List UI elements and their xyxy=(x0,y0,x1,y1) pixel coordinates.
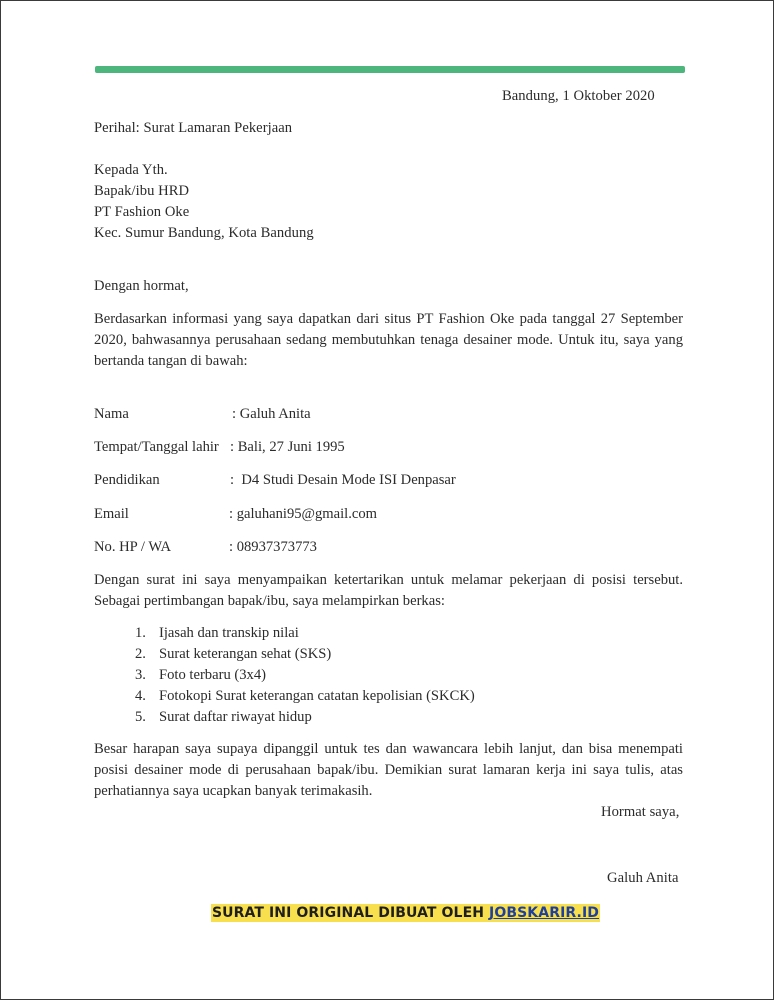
place-date: Bandung, 1 Oktober 2020 xyxy=(502,88,655,104)
phone-value: : 08937373773 xyxy=(229,539,317,555)
list-item xyxy=(135,623,475,644)
signer-name: Galuh Anita xyxy=(607,870,679,886)
list-item-text: Foto terbaru (3x4) xyxy=(159,667,266,683)
list-item-text: Surat keterangan sehat (SKS) xyxy=(159,646,332,662)
list-number: 1. xyxy=(135,625,146,641)
footer-credit xyxy=(211,904,600,922)
list-number: 4. xyxy=(135,688,146,704)
list-item-text: Ijasah dan transkip nilai xyxy=(159,625,299,641)
attachment-list xyxy=(135,623,475,728)
statement-paragraph: Dengan surat ini saya menyampaikan ketertarikan untuk melamar pekerjaan di posisi tersebut. Sebagai pertimbangan bapak/ibu, saya melampirkan berkas: xyxy=(94,572,683,609)
email-value: : galuhani95@gmail.com xyxy=(229,506,377,522)
email-label: Email xyxy=(94,506,129,522)
list-item-text: Surat daftar riwayat hidup xyxy=(159,709,312,725)
list-item xyxy=(135,686,475,707)
list-item xyxy=(135,644,475,665)
name-label: Nama xyxy=(94,406,129,422)
phone-label: No. HP / WA xyxy=(94,539,172,555)
birth-label: Tempat/Tanggal lahir xyxy=(94,439,219,455)
recipient-line: PT Fashion Oke xyxy=(94,204,190,220)
recipient-line: Kepada Yth. xyxy=(94,162,168,178)
list-item xyxy=(135,707,475,728)
education-label: Pendidikan xyxy=(94,472,160,488)
list-number: 2. xyxy=(135,646,146,662)
birth-value: : Bali, 27 Juni 1995 xyxy=(230,439,345,455)
footer-text: SURAT INI ORIGINAL DIBUAT OLEH xyxy=(212,905,490,921)
list-item-text: Fotokopi Surat keterangan catatan kepolisian (SKCK) xyxy=(159,688,475,704)
list-number: 5. xyxy=(135,709,146,725)
intro-paragraph: Berdasarkan informasi yang saya dapatkan dari situs PT Fashion Oke pada tanggal 27 September 2020, bahwasannya perusahaan sedang membutuhkan tenaga desainer mode. Untuk itu, saya yang bertanda tangan di bawah: xyxy=(94,311,683,369)
greeting: Dengan hormat, xyxy=(94,278,189,294)
closing-paragraph: Besar harapan saya supaya dipanggil untuk tes dan wawancara lebih lanjut, dan bisa menempati posisi desainer mode di perusahaan bapak/ibu. Demikian surat lamaran kerja ini saya tulis, atas perhatiannya saya ucapkan banyak terimakasih. xyxy=(94,741,683,799)
footer-link[interactable]: JOBSKARIR.ID xyxy=(489,905,599,921)
education-value: : D4 Studi Desain Mode ISI Denpasar xyxy=(230,472,456,488)
recipient-line: Kec. Sumur Bandung, Kota Bandung xyxy=(94,225,314,241)
name-value: : Galuh Anita xyxy=(232,406,311,422)
subject-line: Perihal: Surat Lamaran Pekerjaan xyxy=(94,120,293,136)
list-number: 3. xyxy=(135,667,146,683)
accent-bar xyxy=(95,66,685,73)
signoff: Hormat saya, xyxy=(601,804,680,820)
list-item xyxy=(135,665,475,686)
recipient-line: Bapak/ibu HRD xyxy=(94,183,190,199)
